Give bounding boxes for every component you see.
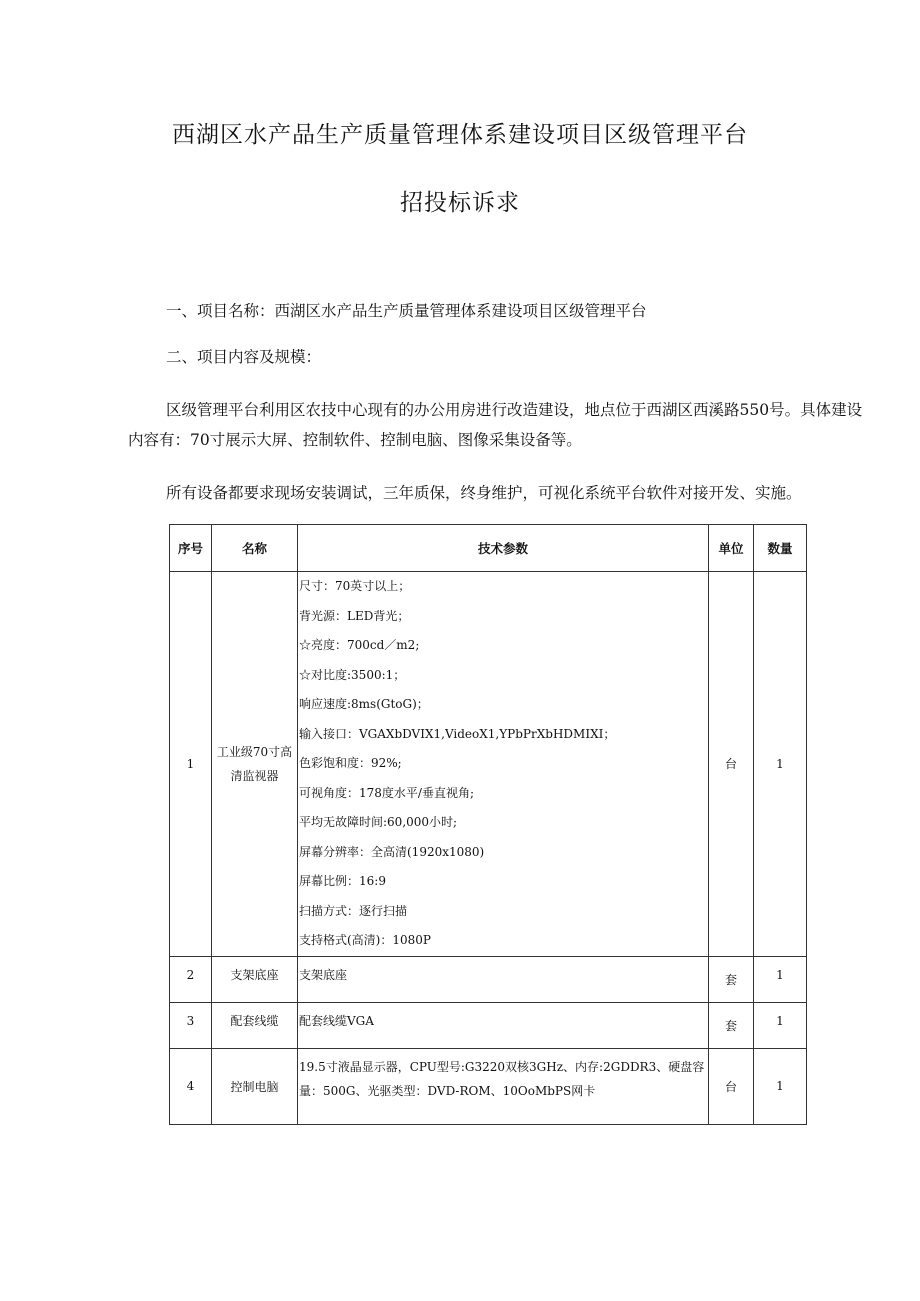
row-no	[170, 1002, 212, 1048]
spec-line: 响应速度:8ms(GtoG)；	[299, 697, 429, 711]
spec-line: 平均无故障时间:60,000小时;	[299, 815, 458, 829]
row-name	[212, 956, 298, 1002]
spec-line: 背光源：LED背光；	[299, 608, 410, 623]
row-name-text: 配套线缆	[230, 1013, 279, 1028]
spec-line: 色彩饱和度：92%;	[299, 756, 402, 770]
header-qty: 数量	[754, 525, 807, 572]
spec-line: 扫描方式：逐行扫描	[299, 903, 408, 918]
row-qty	[754, 956, 807, 1002]
project-content-heading: 二、项目内容及规模：	[166, 348, 322, 366]
spec-line: ☆对比度:3500:1；	[299, 667, 406, 682]
row-no-text: 2	[186, 967, 195, 982]
spec-line: 屏幕比例：16:9	[299, 874, 386, 888]
row-name	[212, 572, 298, 957]
row-specs	[298, 572, 709, 957]
row-qty: 1	[754, 1048, 807, 1124]
document-title-line2: 招投标诉求	[400, 190, 520, 216]
spec-line: 输入接口：VGAXbDVIX1,VideoX1,YPbPrXbHDMIXI；	[299, 726, 616, 741]
row-name	[212, 1002, 298, 1048]
row-specs	[298, 956, 709, 1002]
spec-line: 屏幕分辨率：全高清(1920x1080)	[299, 844, 485, 859]
spec-line: 尺寸：70英寸以上；	[299, 579, 411, 593]
row-qty-text: 1	[776, 1013, 784, 1028]
row-no-text: 3	[186, 1013, 195, 1028]
spec-line: 配套线缆VGA	[299, 1013, 374, 1028]
table-header-row	[170, 525, 807, 572]
spec-line: 可视角度：178度水平/垂直视角;	[299, 785, 474, 800]
project-scope-paragraph: 区级管理平台利用区农技中心现有的办公用房进行改造建设，地点位于西湖区西溪路550号。具体建设内容有：70寸展示大屏、控制软件、控制电脑、图像采集设备等。	[128, 401, 863, 449]
row-no: 4	[170, 1048, 212, 1124]
row-specs	[298, 1048, 709, 1124]
equipment-spec-table	[169, 524, 807, 1125]
row-qty-text: 1	[776, 967, 784, 982]
row-qty: 1	[754, 572, 807, 957]
row-name: 控制电脑	[212, 1048, 298, 1124]
table-row	[170, 572, 807, 957]
table-row	[170, 956, 807, 1002]
document-title-line1: 西湖区水产品生产质量管理体系建设项目区级管理平台	[172, 122, 748, 148]
row-name-text: 工业级70寸高清监视器	[216, 744, 293, 783]
row-qty	[754, 1002, 807, 1048]
header-name: 名称	[212, 525, 298, 572]
row-unit: 套	[709, 1002, 754, 1048]
row-unit: 台	[709, 572, 754, 957]
row-unit: 套	[709, 956, 754, 1002]
header-no: 序号	[170, 525, 212, 572]
spec-line: 支持格式(高清)：1080P	[299, 933, 431, 947]
header-unit: 单位	[709, 525, 754, 572]
table-row	[170, 1002, 807, 1048]
row-specs	[298, 1002, 709, 1048]
project-name-item: 一、项目名称：西湖区水产品生产质量管理体系建设项目区级管理平台	[166, 302, 647, 320]
spec-line: ☆亮度：700cd／m2;	[299, 638, 420, 652]
spec-line: 支架底座	[299, 967, 348, 982]
requirements-paragraph: 所有设备都要求现场安装调试，三年质保，终身维护，可视化系统平台软件对接开发、实施。	[166, 484, 802, 502]
header-specs: 技术参数	[298, 525, 709, 572]
row-unit: 台	[709, 1048, 754, 1124]
row-name-text: 支架底座	[230, 967, 279, 982]
spec-line: 19.5寸液晶显示器，CPU型号:G3220双核3GHz、内存:2GDDR3、硬盘容量：500G、光驱类型：DVD-ROM、10OoMbPS网卡	[299, 1059, 705, 1098]
table-row	[170, 1048, 807, 1124]
row-no: 1	[170, 572, 212, 957]
row-no	[170, 956, 212, 1002]
